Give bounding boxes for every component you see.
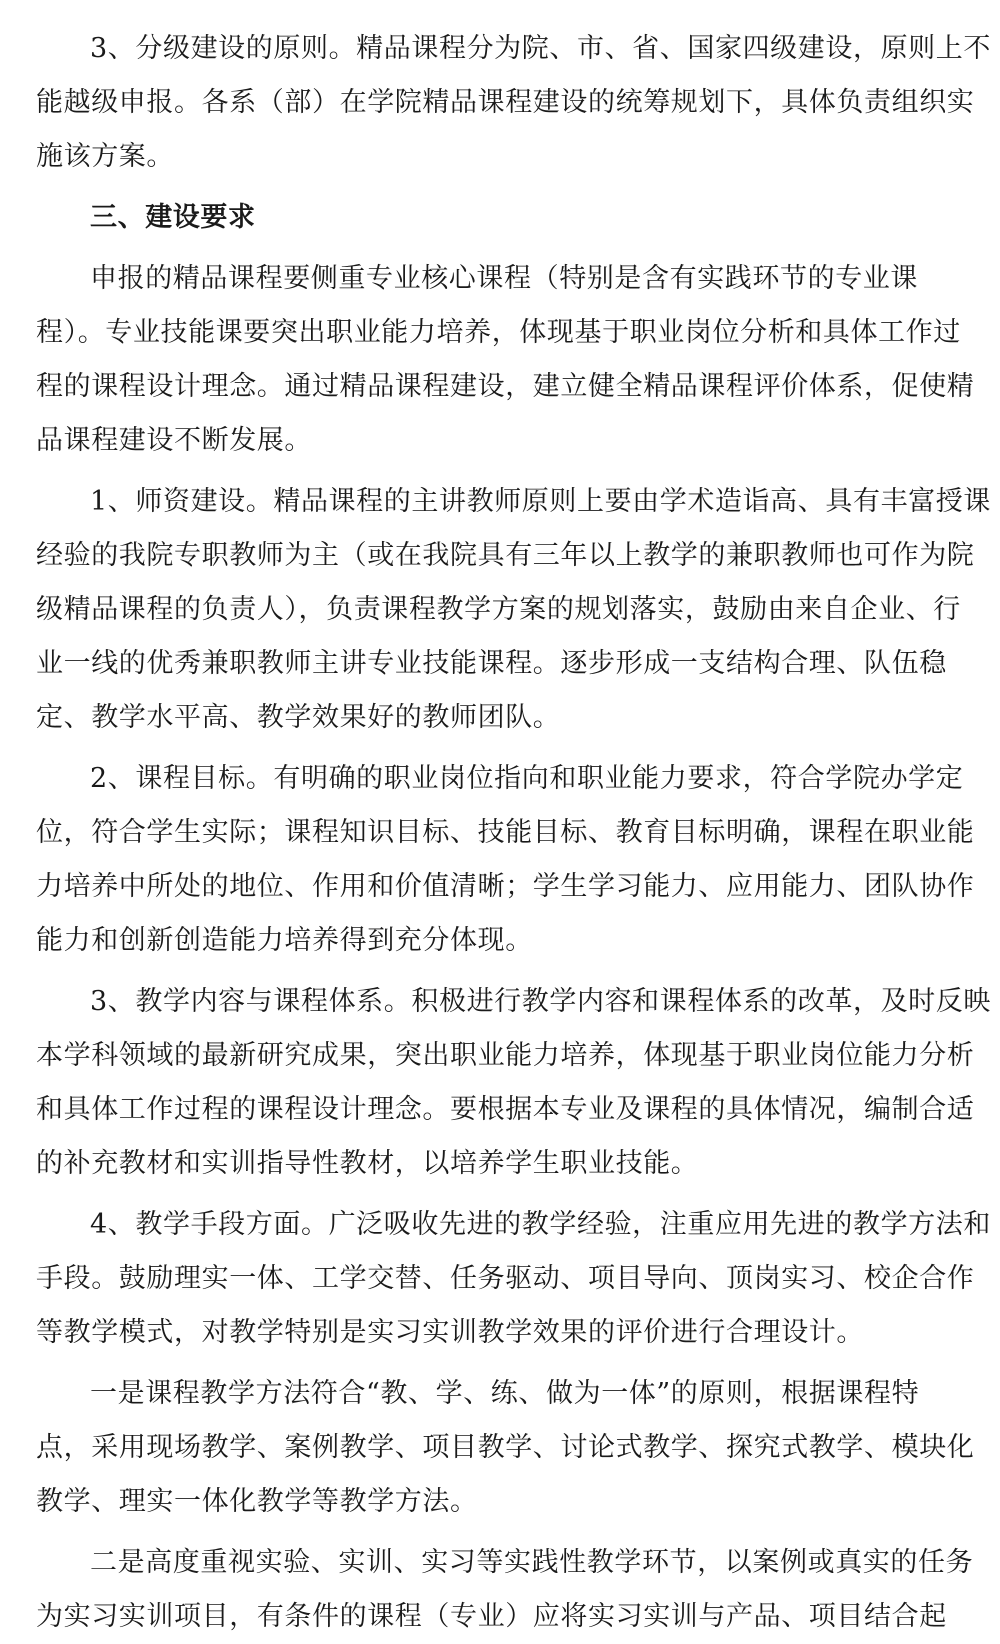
paragraph-line: 业一线的优秀兼职教师主讲专业技能课程。逐步形成一支结构合理、队伍稳 xyxy=(36,648,947,679)
paragraph-line: 为实习实训项目，有条件的课程（专业）应将实习实训与产品、项目结合起 xyxy=(36,1601,947,1632)
paragraph-tiered-principle xyxy=(36,22,991,184)
paragraph-requirements-intro xyxy=(36,252,975,468)
paragraph-line: 品课程建设不断发展。 xyxy=(36,425,312,456)
paragraph-line: 施该方案。 xyxy=(36,141,174,172)
paragraph-line: 等教学模式，对教学特别是实习实训教学效果的评价进行合理设计。 xyxy=(36,1317,864,1348)
paragraph-line: 程）。专业技能课要突出职业能力培养，体现基于职业岗位分析和具体工作过 xyxy=(36,317,961,348)
paragraph-line: 的补充教材和实训指导性教材，以培养学生职业技能。 xyxy=(36,1148,699,1179)
paragraph-line: 能越级申报。各系（部）在学院精品课程建设的统筹规划下，具体负责组织实 xyxy=(36,87,975,118)
paragraph-teaching-means xyxy=(36,1198,991,1360)
paragraph-line: 位，符合学生实际；课程知识目标、技能目标、教育目标明确，课程在职业能 xyxy=(36,817,975,848)
document-page xyxy=(36,22,991,1644)
paragraph-course-goals xyxy=(36,752,975,968)
paragraph-line: 程的课程设计理念。通过精品课程建设，建立健全精品课程评价体系，促使精 xyxy=(36,371,975,402)
paragraph-teaching-methods xyxy=(36,1367,975,1529)
paragraph-practice-links xyxy=(36,1536,974,1644)
paragraph-line: 教学、理实一体化教学等教学方法。 xyxy=(36,1486,478,1517)
paragraph-line: 点，采用现场教学、案例教学、项目教学、讨论式教学、探究式教学、模块化 xyxy=(36,1432,975,1463)
paragraph-line: 3、分级建设的原则。精品课程分为院、市、省、国家四级建设，原则上不 xyxy=(90,33,991,64)
paragraph-line: 本学科领域的最新研究成果，突出职业能力培养，体现基于职业岗位能力分析 xyxy=(36,1040,975,1071)
paragraph-line: 二是高度重视实验、实训、实习等实践性教学环节，以案例或真实的任务 xyxy=(90,1547,974,1578)
paragraph-line: 能力和创新创造能力培养得到充分体现。 xyxy=(36,925,533,956)
paragraph-line: 手段。鼓励理实一体、工学交替、任务驱动、项目导向、顶岗实习、校企合作 xyxy=(36,1263,975,1294)
paragraph-line: 经验的我院专职教师为主（或在我院具有三年以上教学的兼职教师也可作为院 xyxy=(36,540,975,571)
paragraph-line: 一是课程教学方法符合“教、学、练、做为一体”的原则，根据课程特 xyxy=(90,1378,920,1409)
section-heading: 三、建设要求 xyxy=(90,202,256,233)
paragraph-line: 3、教学内容与课程体系。积极进行教学内容和课程体系的改革，及时反映 xyxy=(90,986,991,1017)
paragraph-line: 4、教学手段方面。广泛吸收先进的教学经验，注重应用先进的教学方法和 xyxy=(90,1209,991,1240)
paragraph-faculty xyxy=(36,475,991,745)
paragraph-line: 级精品课程的负责人），负责课程教学方案的规划落实，鼓励由来自企业、行 xyxy=(36,594,961,625)
paragraph-line: 申报的精品课程要侧重专业核心课程（特别是含有实践环节的专业课 xyxy=(90,263,918,294)
paragraph-content-system xyxy=(36,975,991,1191)
paragraph-line: 1、师资建设。精品课程的主讲教师原则上要由学术造诣高、具有丰富授课 xyxy=(90,486,991,517)
paragraph-line: 力培养中所处的地位、作用和价值清晰；学生学习能力、应用能力、团队协作 xyxy=(36,871,975,902)
paragraph-line: 定、教学水平高、教学效果好的教师团队。 xyxy=(36,702,561,733)
paragraph-line: 和具体工作过程的课程设计理念。要根据本专业及课程的具体情况，编制合适 xyxy=(36,1094,975,1125)
paragraph-line: 2、课程目标。有明确的职业岗位指向和职业能力要求，符合学院办学定 xyxy=(90,763,964,794)
